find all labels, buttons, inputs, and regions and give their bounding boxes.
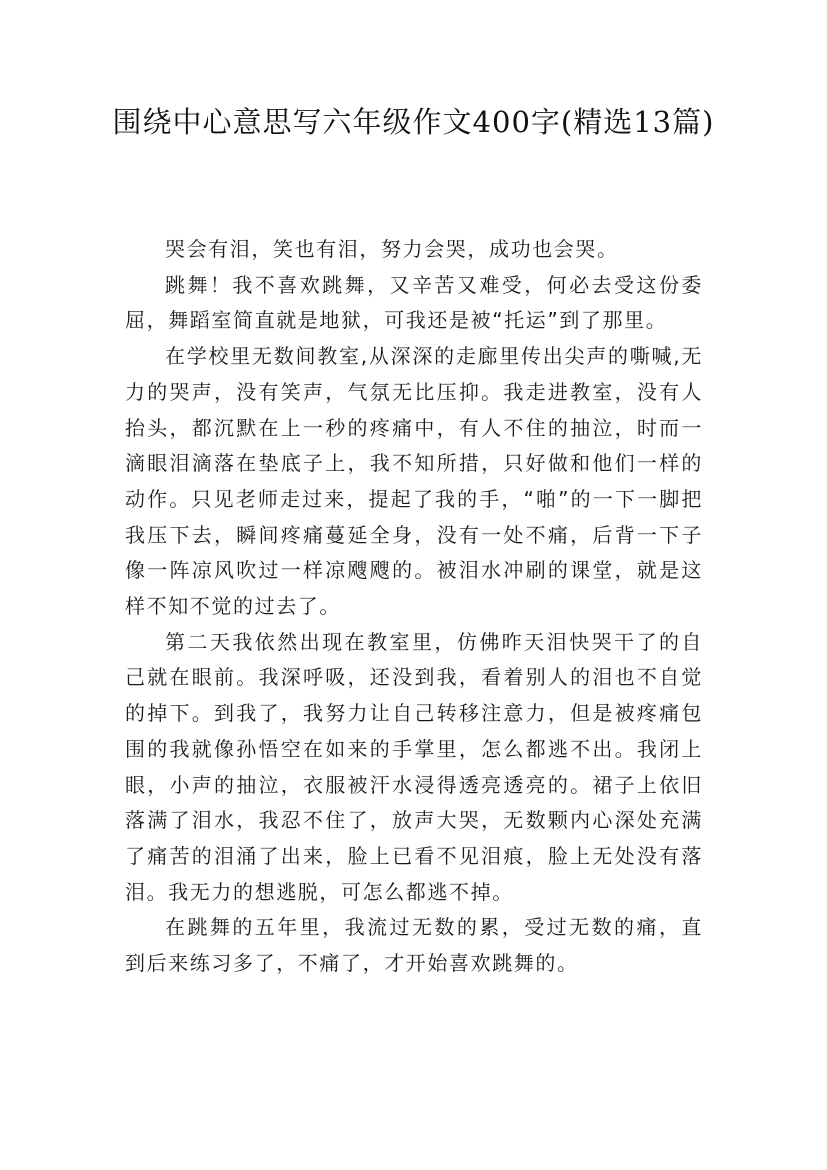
paragraph: 在学校里无数间教室,从深深的走廊里传出尖声的嘶喊,无力的哭声，没有笑声，气氛无比压抑。我走进教室，没有人抬头，都沉默在上一秒的疼痛中，有人不住的抽泣，时而一滴眼泪滴落在垫底子上，我不知所措，只好做和他们一样的动作。只见老师走过来，提起了我的手，“啪”的一下一脚把我压下去，瞬间疼痛蔓延全身，没有一处不痛，后背一下子像一阵凉风吹过一样凉飕飕的。被泪水冲刷的课堂，就是这样不知不觉的过去了。 [125,344,703,619]
paragraph: 第二天我依然出现在教室里，仿佛昨天泪快哭干了的自己就在眼前。我深呼吸，还没到我，看着别人的泪也不自觉的掉下。到我了，我努力让自己转移注意力，但是被疼痛包围的我就像孙悟空在如来的手掌里，怎么都逃不出。我闭上眼，小声的抽泣，衣服被汗水浸得透亮透亮的。裙子上依旧落满了泪水，我忍不住了，放声大哭，无数颗内心深处充满了痛苦的泪涌了出来，脸上已看不见泪痕，脸上无处没有落泪。我无力的想逃脱，可怎么都逃不掉。 [125,629,703,904]
document-title: 围绕中心意思写六年级作文400字(精选13篇) [112,105,715,139]
paragraph: 哭会有泪，笑也有泪，努力会哭，成功也会哭。 [165,237,619,261]
document-body [125,232,703,982]
paragraph: 跳舞！我不喜欢跳舞，又辛苦又难受，何必去受这份委屈，舞蹈室简直就是地狱，可我还是被“托运”到了那里。 [125,272,703,333]
paragraph: 在跳舞的五年里，我流过无数的累，受过无数的痛，直到后来练习多了，不痛了，才开始喜欢跳舞的。 [125,915,703,976]
